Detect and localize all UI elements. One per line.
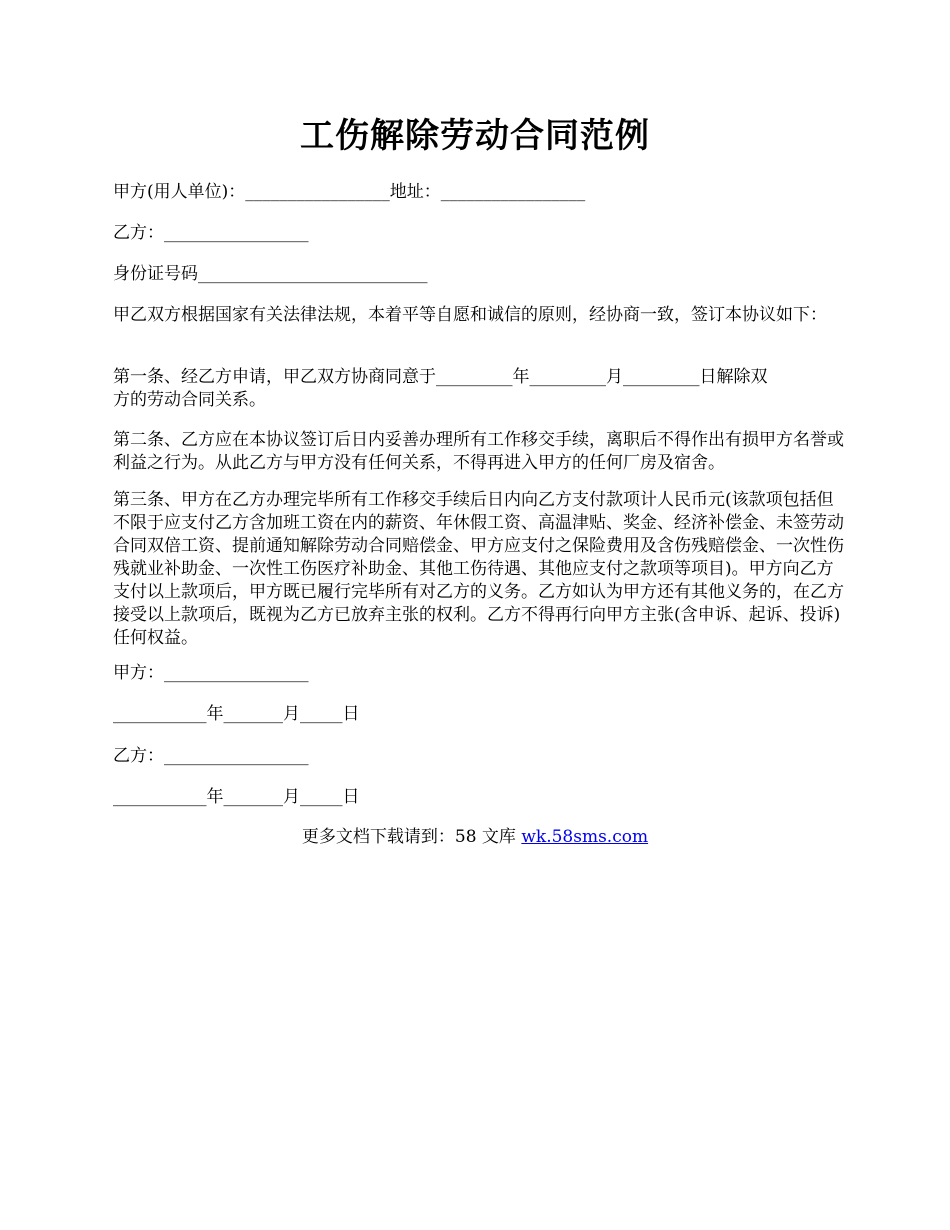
article-3-paragraph: 第三条、甲方在乙方办理完毕所有工作移交手续后日内向乙方支付款项计人民币元(该款项包括但不限于应支付乙方含加班工资在内的薪资、年休假工资、高温津贴、奖金、经济补偿金、未签劳动合同双倍工资、提前通知解除劳动合同赔偿金、甲方应支付之保险费用及含伤残赔偿金、一次性伤残就业补助金、一次性工伤医疗补助金、其他工伤待遇、其他应支付之款项等项目)。甲方向乙方支付以上款项后，甲方既已履行完毕所有对乙方的义务。乙方如认为甲方还有其他义务的，在乙方接受以上款项后，既视为乙方已放弃主张的权利。乙方不得再行向甲方主张(含申诉、起诉、投诉)任何权益。	[113, 490, 844, 648]
download-footer	[0, 826, 950, 849]
article-1-line-1: 第一条、经乙方申请，甲乙双方协商同意于_________年_________月_________日解除双	[113, 367, 768, 387]
party-b-line: 乙方：_________________	[113, 223, 309, 243]
footer-text: 更多文档下载请到：58 文库	[301, 827, 522, 847]
party-a-line: 甲方(用人单位)：_________________地址：_________________	[113, 182, 586, 202]
article-2-paragraph: 第二条、乙方应在本协议签订后日内妥善办理所有工作移交手续，离职后不得作出有损甲方名誉或利益之行为。从此乙方与甲方没有任何关系，不得再进入甲方的任何厂房及宿舍。	[113, 430, 844, 473]
document-title: 工伤解除劳动合同范例	[300, 116, 650, 156]
party-a-signature: 甲方：_________________	[113, 663, 309, 683]
party-b-date: ___________年_______月_____日	[113, 787, 360, 807]
article-1-line-2: 方的劳动合同关系。	[113, 390, 266, 410]
party-b-signature: 乙方：_________________	[113, 746, 309, 766]
footer-link[interactable]: wk.58sms.com	[521, 827, 649, 847]
intro-paragraph: 甲乙双方根据国家有关法律法规，本着平等自愿和诚信的原则，经协商一致，签订本协议如下：	[113, 305, 827, 325]
party-a-date: ___________年_______月_____日	[113, 704, 360, 724]
id-number-line: 身份证号码___________________________	[113, 264, 428, 284]
